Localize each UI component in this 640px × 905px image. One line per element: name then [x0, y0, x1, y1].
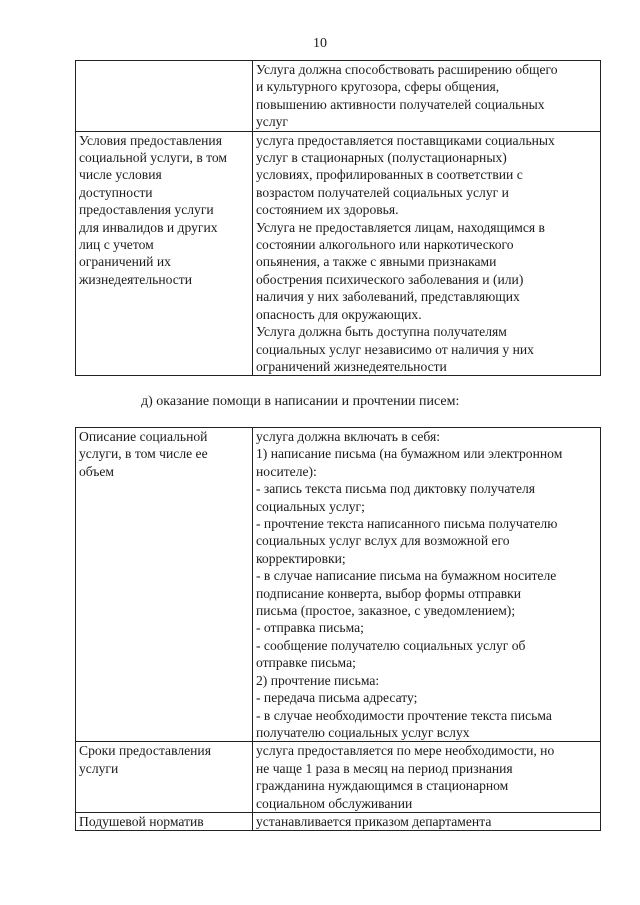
text-line: отправке письма;	[256, 655, 356, 671]
text-line: Услуга не предоставляется лицам, находящимся в	[256, 219, 545, 235]
table-row	[76, 428, 601, 742]
text-line: Сроки предоставления	[79, 743, 211, 759]
text-line: услуги, в том числе ее	[79, 446, 208, 462]
text-line: гражданина нуждающимся в стационарном	[256, 778, 509, 794]
text-line: получателю социальных услуг вслух	[256, 724, 470, 740]
text-line: услуга должна включать в себя:	[256, 429, 440, 444]
text-line: - в случае написание письма на бумажном носителе	[256, 568, 557, 584]
text-line: - прочтение текста написанного письма получателю	[256, 516, 558, 532]
text-line: состоянии алкогольного или наркотического	[256, 237, 514, 253]
row-label-cell	[76, 61, 253, 132]
text-line: устанавливается приказом департамента	[256, 813, 492, 829]
text-line: наличия у них заболеваний, представляющих	[256, 289, 520, 305]
text-line: носителе):	[256, 463, 317, 479]
section-heading: д) оказание помощи в написании и прочтении писем:	[141, 394, 460, 409]
text-line: - в случае необходимости прочтение текста письма	[256, 707, 552, 723]
table-row	[76, 61, 601, 132]
text-line: состоянием их здоровья.	[256, 202, 399, 218]
text-line: опьянения, а также с явными признаками	[256, 254, 497, 270]
row-label-cell	[76, 428, 253, 742]
row-content-cell	[253, 428, 601, 742]
text-line: обострения психического заболевания и (или)	[256, 271, 524, 287]
text-line: доступности	[79, 184, 153, 200]
text-line: - сообщение получателю социальных услуг об	[256, 637, 526, 653]
text-line: ограничений их	[79, 254, 171, 270]
text-line: возрастом получателей социальных услуг и	[256, 184, 509, 200]
text-line: ограничений жизнедеятельности	[256, 358, 447, 374]
text-line: Описание социальной	[79, 429, 208, 444]
text-line: Подушевой норматив	[79, 813, 204, 829]
service-table-2	[75, 427, 601, 831]
text-line: социальных услуг;	[256, 498, 365, 514]
text-line: услуга предоставляется по мере необходимости, но	[256, 743, 555, 759]
page-number: 10	[313, 36, 327, 51]
text-line: жизнедеятельности	[79, 271, 192, 287]
text-line: Условия предоставления	[79, 132, 222, 148]
text-line: опасность для окружающих.	[256, 306, 422, 322]
row-label-cell	[76, 742, 253, 813]
text-line: Услуга должна быть доступна получателям	[256, 324, 507, 340]
text-line: подписание конверта, выбор формы отправки	[256, 585, 522, 601]
text-line: социальной услуги, в том	[79, 150, 228, 166]
row-content-cell	[253, 812, 601, 830]
text-line: услуг в стационарных (полустационарных)	[256, 150, 507, 166]
text-line: социальных услуг независимо от наличия у них	[256, 341, 534, 357]
row-content-cell	[253, 131, 601, 376]
text-line: условиях, профилированных в соответствии с	[256, 167, 523, 183]
service-table-1	[75, 60, 601, 376]
text-line: объем	[79, 463, 115, 479]
text-line: 2) прочтение письма:	[256, 672, 380, 688]
text-line: - запись текста письма под диктовку получателя	[256, 481, 536, 497]
row-label-cell	[76, 812, 253, 830]
text-line: 1) написание письма (на бумажном или электронном	[256, 446, 563, 462]
text-line: лиц с учетом	[79, 237, 154, 253]
text-line: социальных услуг вслух для возможной его	[256, 533, 510, 549]
text-line: для инвалидов и других	[79, 219, 218, 235]
table-row	[76, 131, 601, 376]
text-line: социальном обслуживании	[256, 795, 413, 811]
text-line: Услуга должна способствовать расширению общего	[256, 62, 558, 77]
table-row	[76, 742, 601, 813]
text-line: услуга предоставляется поставщиками социальных	[256, 132, 555, 148]
text-line: - передача письма адресату;	[256, 690, 418, 706]
row-label-cell	[76, 131, 253, 376]
text-line: - отправка письма;	[256, 620, 364, 636]
text-line: услуг	[256, 114, 288, 130]
row-content-cell	[253, 742, 601, 813]
text-line: письма (простое, заказное, с уведомлением);	[256, 603, 516, 619]
text-line: повышению активности получателей социальных	[256, 96, 545, 112]
text-line: предоставления услуги	[79, 202, 214, 218]
text-line: и культурного кругозора, сферы общения,	[256, 79, 500, 95]
text-line: услуги	[79, 760, 119, 776]
text-line: числе условия	[79, 167, 162, 183]
text-line: корректировки;	[256, 550, 346, 566]
row-content-cell	[253, 61, 601, 132]
text-line: не чаще 1 раза в месяц на период признания	[256, 760, 513, 776]
table-row	[76, 812, 601, 830]
